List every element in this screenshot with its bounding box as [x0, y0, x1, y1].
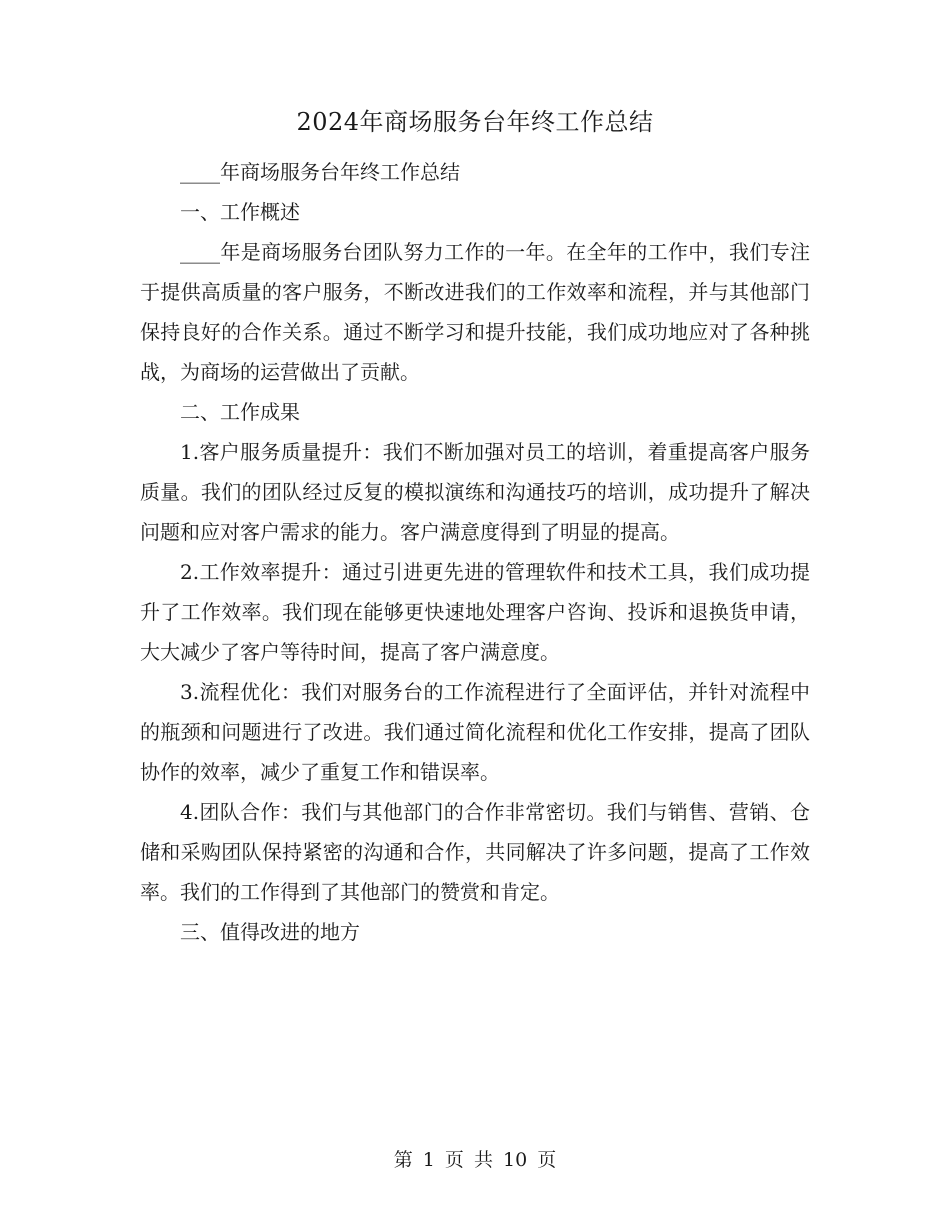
section-heading-results: 二、工作成果	[180, 400, 300, 424]
result-item-3: 3.流程优化：我们对服务台的工作流程进行了全面评估，并针对流程中的瓶颈和问题进行了改进。我们通过简化流程和优化工作安排，提高了团队协作的效率，减少了重复工作和错误率。	[140, 680, 810, 784]
result-item-4: 4.团队合作：我们与其他部门的合作非常密切。我们与销售、营销、仓储和采购团队保持紧密的沟通和合作，共同解决了许多问题，提高了工作效率。我们的工作得到了其他部门的赞赏和肯定。	[140, 800, 810, 904]
section-heading-improvements: 三、值得改进的地方	[180, 920, 360, 944]
result-item-2: 2.工作效率提升：通过引进更先进的管理软件和技术工具，我们成功提升了工作效率。我们现在能够更快速地处理客户咨询、投诉和退换货申请，大大减少了客户等待时间，提高了客户满意度。	[140, 560, 810, 664]
subtitle-paragraph: ____年商场服务台年终工作总结	[180, 160, 460, 184]
overview-paragraph: ____年是商场服务台团队努力工作的一年。在全年的工作中，我们专注于提供高质量的客户服务，不断改进我们的工作效率和流程，并与其他部门保持良好的合作关系。通过不断学习和提升技能，我们成功地应对了各种挑战，为商场的运营做出了贡献。	[140, 240, 810, 384]
section-heading-overview: 一、工作概述	[180, 200, 300, 224]
document-title: 2024年商场服务台年终工作总结	[296, 108, 654, 136]
page-number-footer: 第 1 页 共 10 页	[393, 1149, 557, 1171]
document-body	[140, 152, 810, 952]
result-item-1: 1.客户服务质量提升：我们不断加强对员工的培训，着重提高客户服务质量。我们的团队经过反复的模拟演练和沟通技巧的培训，成功提升了解决问题和应对客户需求的能力。客户满意度得到了明显的提高。	[140, 440, 810, 544]
